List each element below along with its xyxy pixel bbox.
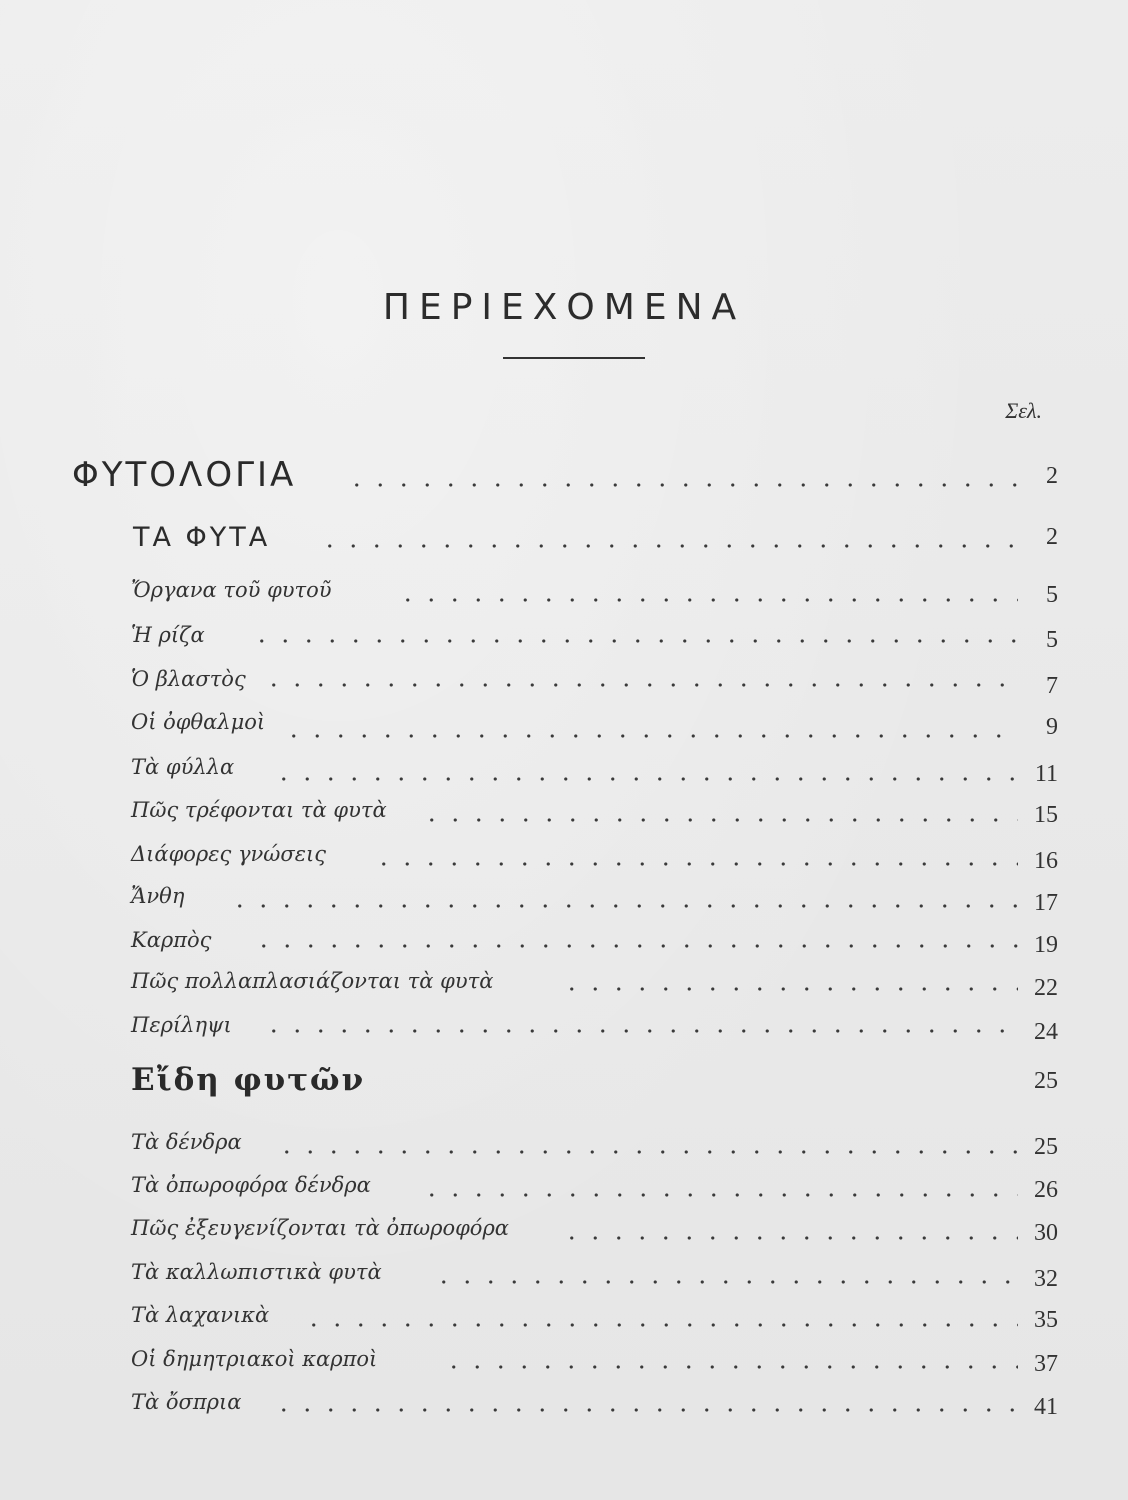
toc-entry-page: 19 [1034,932,1058,958]
dot-leader [420,818,1018,822]
toc-entry-page: 2 [1046,524,1058,550]
toc-entry[interactable] [0,1062,1128,1102]
toc-entry[interactable] [0,928,1128,968]
toc-entry[interactable] [0,884,1128,924]
toc-entry[interactable] [0,842,1128,882]
dot-leader [420,1193,1018,1197]
page-column-label: Σελ. [1005,398,1042,423]
toc-entry-label: Πῶς ἐξευγενίζονται τὰ ὀπωροφόρα [131,1216,509,1240]
toc-entry[interactable] [0,1260,1128,1300]
toc-entry-label: Οἱ δημητριακοὶ καρποὶ [131,1347,378,1371]
toc-entry-page: 37 [1034,1351,1058,1377]
dot-leader [228,904,1018,908]
toc-entry[interactable] [0,1216,1128,1256]
dot-leader [275,1150,1018,1154]
toc-entry[interactable] [0,969,1128,1009]
toc-entry-label: Τὰ καλλωπιστικὰ φυτὰ [131,1260,382,1284]
toc-entry-page: 35 [1034,1307,1058,1333]
toc-entry-label: Ὄργανα τοῦ φυτοῦ [131,578,332,602]
toc-entry-page: 26 [1034,1177,1058,1203]
dot-leader [272,1408,1018,1412]
toc-entry-page: 5 [1046,627,1058,653]
toc-entry-label: Τὰ ὀπωροφόρα δένδρα [131,1173,371,1197]
toc-entry-page: 30 [1034,1220,1058,1246]
page-title: ΠΕΡΙΕΧΟΜΕΝΑ [382,287,746,328]
toc-entry[interactable] [0,1303,1128,1343]
toc-entry[interactable] [0,455,1128,495]
dot-leader [262,1029,1018,1033]
toc-entry-label: Διάφορες γνώσεις [131,842,327,866]
toc-entry[interactable] [0,755,1128,795]
toc-entry-label: Πῶς τρέφονται τὰ φυτὰ [131,798,387,822]
toc-entry-label: Τὰ δένδρα [131,1130,242,1154]
toc-entry-page: 24 [1034,1019,1058,1045]
toc-entry[interactable] [0,623,1128,663]
toc-entry-label: ΦΥΤΟΛΟΓΙΑ [72,455,297,495]
toc-entry-page: 11 [1034,761,1058,787]
toc-entry-label: Ἡ ρίζα [131,623,205,647]
toc-entry[interactable] [0,1347,1128,1387]
toc-entry-page: 25 [1034,1068,1058,1094]
toc-entry-page: 16 [1034,848,1058,874]
toc-entry[interactable] [0,1013,1128,1053]
toc-entry-label: Τὰ φύλλα [131,755,235,779]
dot-leader [282,734,1018,738]
toc-entry-label: Εἴδη φυτῶν [131,1062,366,1098]
toc-entry[interactable] [0,522,1128,562]
toc-entry-label: Περίληψι [131,1013,232,1037]
dot-leader [318,544,1018,548]
dot-leader [345,483,1018,487]
dot-leader [442,1365,1018,1369]
dot-leader [372,862,1018,866]
toc-entry-page: 17 [1034,890,1058,916]
toc-entry-page: 25 [1034,1134,1058,1160]
toc-entry-page: 2 [1046,463,1058,489]
toc-entry-label: Οἱ ὀφθαλμοὶ [131,710,266,734]
toc-entry-page: 32 [1034,1266,1058,1292]
dot-leader [560,987,1018,991]
toc-entry-label: Τὰ ὄσπρια [131,1390,242,1414]
toc-entry-label: ΤΑ ΦΥΤΑ [133,522,271,553]
toc-entry-label: Καρπὸς [131,928,212,952]
toc-entry-page: 7 [1046,673,1058,699]
toc-entry[interactable] [0,1173,1128,1213]
toc-entry-label: Τὰ λαχανικὰ [131,1303,270,1327]
dot-leader [432,1280,1018,1284]
toc-entry[interactable] [0,667,1128,707]
toc-entry-page: 15 [1034,802,1058,828]
dot-leader [302,1323,1018,1327]
dot-leader [396,598,1018,602]
dot-leader [560,1236,1018,1240]
toc-entry[interactable] [0,578,1128,618]
toc-entry-label: Πῶς πολλαπλασιάζονται τὰ φυτὰ [131,969,494,993]
dot-leader [250,639,1018,643]
toc-entry[interactable] [0,710,1128,750]
toc-entry-page: 5 [1046,582,1058,608]
toc-entry[interactable] [0,1390,1128,1430]
dot-leader [272,777,1018,781]
toc-entry-page: 41 [1034,1394,1058,1420]
toc-entry[interactable] [0,798,1128,838]
toc-entry-page: 9 [1046,714,1058,740]
dot-leader [262,683,1018,687]
toc-entry-label: Ἄνθη [131,884,185,908]
toc-entry-label: Ὁ βλαστὸς [131,667,246,691]
toc-entry[interactable] [0,1130,1128,1170]
dot-leader [252,944,1018,948]
toc-entry-page: 22 [1034,975,1058,1001]
